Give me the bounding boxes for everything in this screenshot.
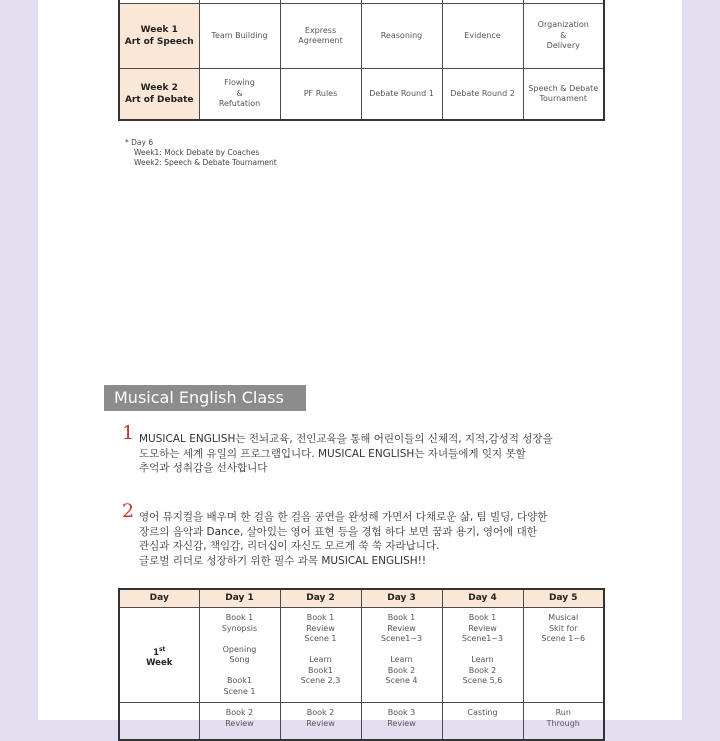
table-cell: PF Rules	[280, 69, 361, 121]
table-cell: Evidence	[442, 4, 523, 69]
table-row	[119, 608, 604, 703]
schedule-notes	[125, 138, 277, 168]
paragraph-number: 2	[122, 500, 135, 522]
table-row	[119, 4, 604, 69]
table-cell: Express Agreement	[280, 4, 361, 69]
column-header: Day 5	[523, 589, 604, 608]
table-cell: Debate Round 1	[361, 69, 442, 121]
week-ordinal: st	[158, 646, 166, 654]
week-word: Week	[146, 658, 173, 669]
table-cell: Reasoning	[361, 4, 442, 69]
column-header: Day 2	[280, 589, 361, 608]
paragraph-1	[122, 422, 553, 476]
table-cell: Book 1 Review Scene1~3 Learn Book 2 Scene 4	[361, 608, 442, 703]
notes-title: * Day 6	[125, 138, 154, 147]
week-label: Week 1 Art of Speech	[119, 4, 199, 69]
column-header: Day 4	[442, 589, 523, 608]
table-cell: Book 1 Review Scene 1 Learn Book1 Scene 2,3	[280, 608, 361, 703]
table-cell: Book 2 Review	[280, 703, 361, 741]
table-cell: Team Building	[199, 4, 280, 69]
week-label	[119, 703, 199, 741]
week-label	[119, 608, 199, 703]
paragraph-2	[122, 500, 548, 568]
table-cell: Musical Skit for Scene 1~6	[523, 608, 604, 703]
week-number: 1	[153, 647, 159, 658]
column-header: Day 1	[199, 589, 280, 608]
paragraph-text: 영어 뮤지컬을 배우며 한 걸음 한 걸음 공연을 완성해 가면서 다채로운 삶, 팀 빌딩, 다양한 장르의 음악과 Dance, 살아있는 영어 표현 등을 경험 하다 보면 꿈과 용기, 영어에 대한 관심과 자신감, 책임감, 리더십이 자신도 모르게 쑥 쑥 자라납니다. 글로벌 리더로 성장하기 위한 필수 과목 MUSICAL ENGLISH!!	[139, 511, 548, 567]
musical-schedule-table	[118, 588, 605, 741]
table-cell: Organization & Delivery	[523, 4, 604, 69]
column-header: Day 3	[361, 589, 442, 608]
debate-schedule-table	[118, 0, 605, 121]
table-header-row	[119, 589, 604, 608]
table-cell: Book 2 Review	[199, 703, 280, 741]
column-header: Day	[119, 589, 199, 608]
note-line: Week1: Mock Debate by Coaches	[134, 148, 260, 157]
table-cell: Book 3 Review	[361, 703, 442, 741]
week-label: Week 2 Art of Debate	[119, 69, 199, 121]
table-cell: Flowing & Refutation	[199, 69, 280, 121]
table-cell: Book 1 Synopsis Opening Song Book1 Scene 1	[199, 608, 280, 703]
paragraph-number: 1	[122, 422, 135, 444]
table-cell: Debate Round 2	[442, 69, 523, 121]
table-cell: Speech & Debate Tournament	[523, 69, 604, 121]
table-cell: Casting	[442, 703, 523, 741]
table-cell: Book 1 Review Scene1~3 Learn Book 2 Scene 5,6	[442, 608, 523, 703]
note-line: Week2: Speech & Debate Tournament	[134, 158, 277, 167]
table-row	[119, 703, 604, 741]
paragraph-text: MUSICAL ENGLISH는 전뇌교육, 전인교육을 통해 어린이들의 신체적, 지적,감성적 성장을 도모하는 세계 유일의 프로그램입니다. MUSICAL ENGLISH는 자녀들에게 잊지 못할 추억과 성취감을 선사합니다	[139, 433, 553, 474]
table-cell: Run Through	[523, 703, 604, 741]
section-title: Musical English Class	[104, 385, 306, 411]
table-row	[119, 69, 604, 121]
